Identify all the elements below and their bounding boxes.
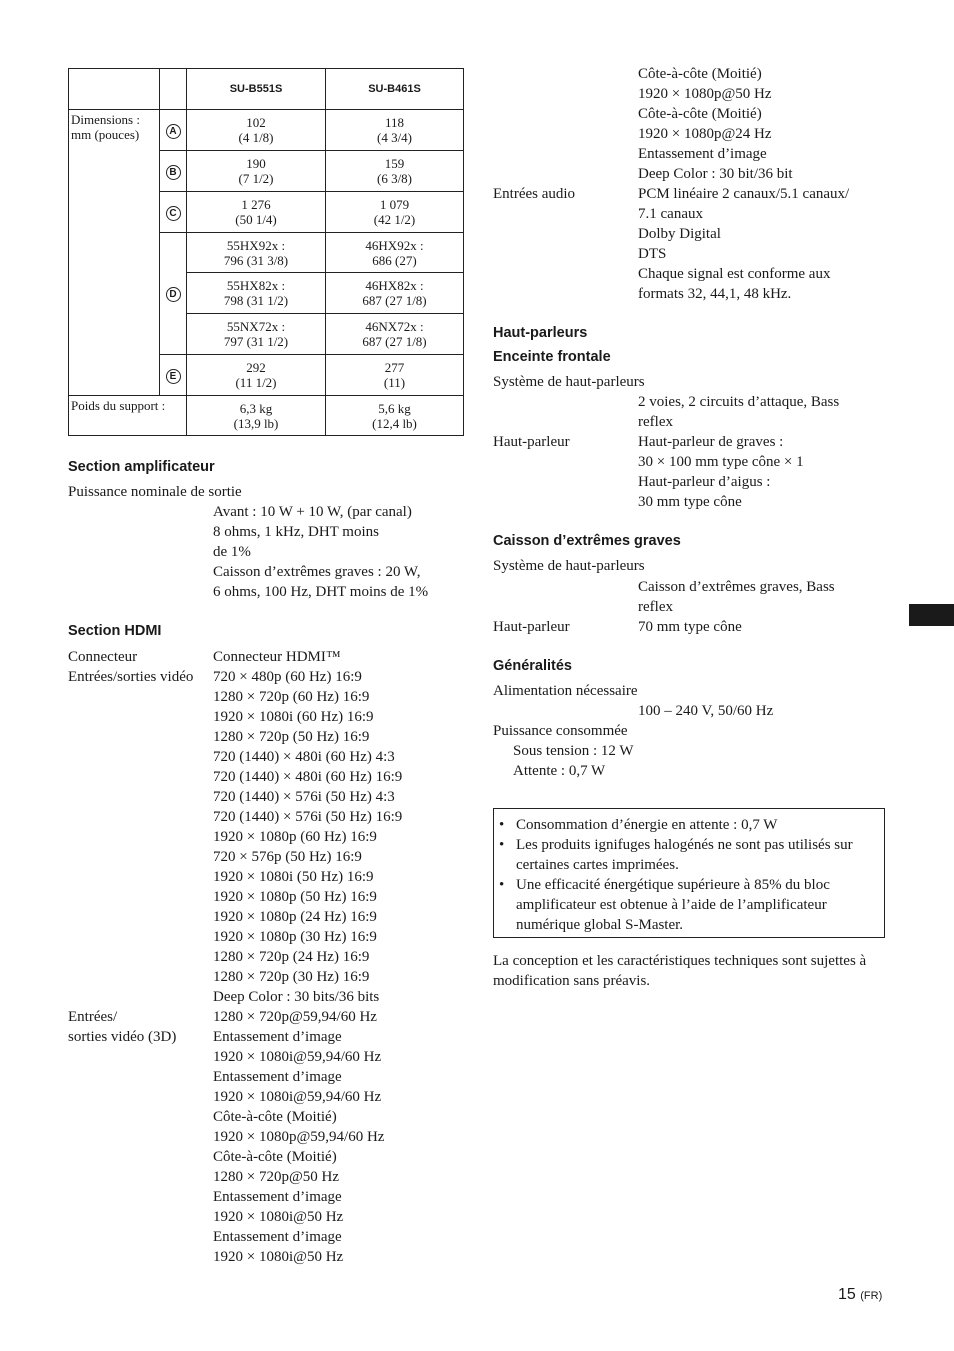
table-cell: 1 276 (50 1/4) (187, 192, 326, 233)
bullet-icon: • (499, 817, 505, 833)
disclaimer: La conception et les caractéristiques techniques sont sujettes à modification sans préavis. (493, 953, 867, 989)
model-header-2: SU-B461S (326, 69, 464, 110)
sub-system-values: Caisson d’extrêmes graves, Bass reflex (638, 579, 835, 615)
speaker-hp-values: Haut-parleur de graves : 30 × 100 mm type cône × 1 Haut-parleur d’aigus : 30 mm type cône (638, 434, 804, 510)
speaker-system-values: 2 voies, 2 circuits d’attaque, Bass reflex (638, 394, 840, 430)
hdmi-3d-continued: Côte-à-côte (Moitié) 1920 × 1080p@50 Hz Côte-à-côte (Moitié) 1920 × 1080p@24 Hz Entassement d’image Deep Color : 30 bit/36 bit (638, 66, 793, 182)
ampli-values: Avant : 10 W + 10 W, (par canal) 8 ohms, 1 kHz, DHT moins de 1% Caisson d’extrêmes graves : 20 W, 6 ohms, 100 Hz, DHT moins de 1% (213, 504, 429, 600)
dimension-a-marker: A (166, 124, 181, 139)
speaker-hp-label: Haut-parleur (493, 434, 570, 450)
subwoofer-heading: Caisson d’extrêmes graves (493, 533, 681, 549)
table-cell: 159 (6 3/8) (326, 151, 464, 192)
table-cell: 5,6 kg (12,4 lb) (326, 396, 464, 436)
power-value: 100 – 240 V, 50/60 Hz (638, 703, 774, 719)
list-item: • Consommation d’énergie en attente : 0,7 W (499, 817, 778, 833)
table-cell: 55NX72x : 797 (31 1/2) (187, 314, 326, 355)
table-cell: 277 (11) (326, 355, 464, 396)
weight-label: Poids du support : (69, 396, 187, 436)
table-cell: 46HX82x : 687 (27 1/8) (326, 273, 464, 314)
dimensions-table (68, 68, 464, 436)
connector-label: Connecteur (68, 649, 138, 665)
table-cell: 292 (11 1/2) (187, 355, 326, 396)
notes-box (493, 808, 885, 938)
audio-values: PCM linéaire 2 canaux/5.1 canaux/ 7.1 canaux Dolby Digital DTS Chaque signal est conforme aux formats 32, 44,1, 48 kHz. (638, 186, 850, 302)
hdmi-heading: Section HDMI (68, 623, 162, 639)
consumption-label: Puissance consommée (493, 723, 628, 739)
list-item: • Les produits ignifuges halogénés ne sont pas utilisés sur certaines cartes imprimées. (499, 837, 853, 873)
consumption-on: Sous tension : 12 W (513, 743, 634, 759)
ampli-heading: Section amplificateur (68, 459, 215, 475)
sub-hp-value: 70 mm type cône (638, 619, 742, 635)
dimension-d-marker: D (166, 287, 181, 302)
audio-label: Entrées audio (493, 186, 576, 202)
hdmi-values: Connecteur HDMI™ 720 × 480p (60 Hz) 16:9 1280 × 720p (60 Hz) 16:9 1920 × 1080i (60 Hz) 16:9 1280 × 720p (50 Hz) 16:9 720 (1440) × 480i (60 Hz) 4:3 720 (1440) × 480i (60 Hz) 16:9 720 (1440) × 576i (50 Hz) 4:3 720 (1440) × 576i (50 Hz) 16:9 1920 × 1080p (60 Hz) 16:9 720 × 576p (50 Hz) 16:9 1920 × 1080i (50 Hz) 16:9 1920 × 1080p (50 Hz) 16:9 1920 × 1080p (24 Hz) 16:9 1920 × 1080p (30 Hz) 16:9 1280 × 720p (24 Hz) 16:9 1280 × 720p (30 Hz) 16:9 Deep Color : 30 bits/36 bits 1280 × 720p@59,94/60 Hz Entassement d’image 1920 × 1080i@59,94/60 Hz Entassement d’image 1920 × 1080i@59,94/60 Hz Côte-à-côte (Moitié) 1920 × 1080p@59,94/60 Hz Côte-à-côte (Moitié) 1280 × 720p@50 Hz Entassement d’image 1920 × 1080i@50 Hz Entassement d’image 1920 × 1080i@50 Hz (213, 649, 403, 1265)
table-cell: 55HX92x : 796 (31 3/8) (187, 233, 326, 273)
ampli-label: Puissance nominale de sortie (68, 484, 242, 500)
general-heading: Généralités (493, 658, 572, 674)
io3d-label-1: Entrées/ (68, 1009, 118, 1025)
io3d-label-2: sorties vidéo (3D) (68, 1029, 177, 1045)
table-cell: 102 (4 1/8) (187, 110, 326, 151)
io-label: Entrées/sorties vidéo (68, 669, 194, 685)
table-cell: 55HX82x : 798 (31 1/2) (187, 273, 326, 314)
table-cell: 1 079 (42 1/2) (326, 192, 464, 233)
power-label: Alimentation nécessaire (493, 683, 638, 699)
dimension-c-marker: C (166, 206, 181, 221)
dimensions-label: Dimensions : mm (pouces) (69, 110, 160, 396)
sub-system-label: Système de haut-parleurs (493, 558, 645, 574)
consumption-standby: Attente : 0,7 W (513, 763, 606, 779)
dimension-e-marker: E (166, 369, 181, 384)
sub-hp-label: Haut-parleur (493, 619, 570, 635)
table-cell: 46HX92x : 686 (27) (326, 233, 464, 273)
table-cell: 6,3 kg (13,9 lb) (187, 396, 326, 436)
page-number: 15 (FR) (838, 1286, 883, 1303)
list-item: • Une efficacité énergétique supérieure à 85% du bloc amplificateur est obtenue à l’aide de l’amplificateur numérique global S-Master. (499, 877, 830, 933)
speakers-heading: Haut-parleurs (493, 325, 588, 341)
dimension-b-marker: B (166, 165, 181, 180)
model-header-1: SU-B551S (187, 69, 326, 110)
table-cell: 46NX72x : 687 (27 1/8) (326, 314, 464, 355)
front-speaker-heading: Enceinte frontale (493, 349, 611, 365)
speaker-system-label: Système de haut-parleurs (493, 374, 645, 390)
bullet-icon: • (499, 877, 505, 893)
section-tab-marker (909, 604, 954, 626)
bullet-icon: • (499, 837, 505, 853)
table-cell: 190 (7 1/2) (187, 151, 326, 192)
table-cell: 118 (4 3/4) (326, 110, 464, 151)
